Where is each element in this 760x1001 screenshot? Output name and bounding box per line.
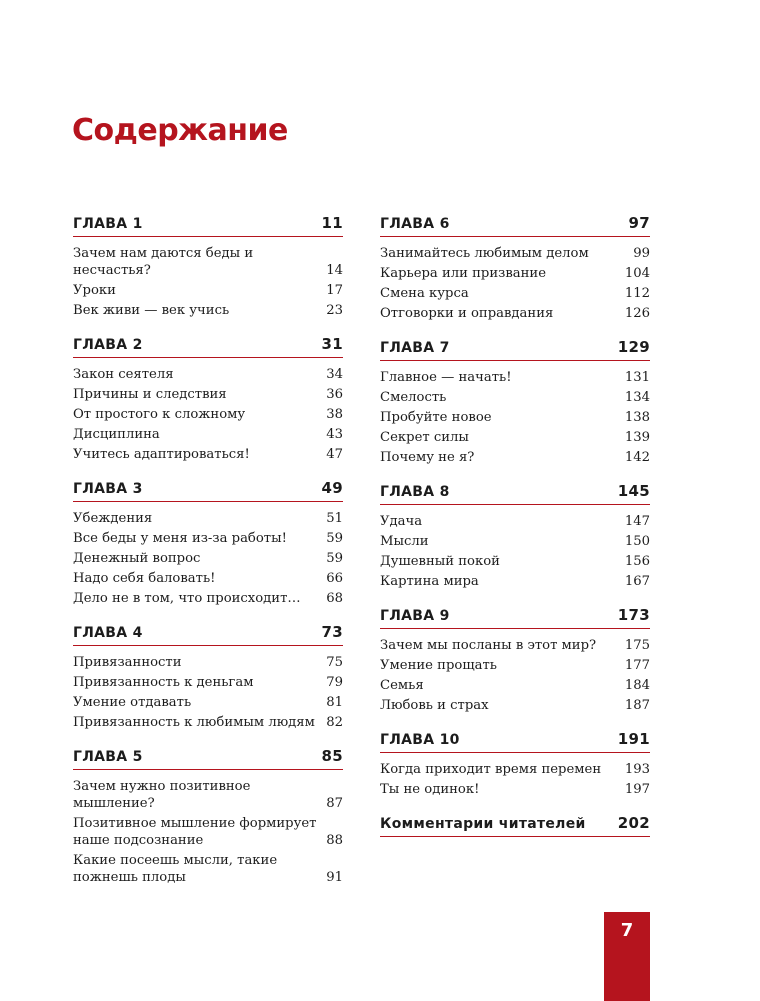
chapter-page: 173	[617, 606, 650, 624]
toc-entry[interactable]	[73, 590, 343, 607]
entry-title: Привязанности	[73, 655, 182, 670]
toc-chapter	[73, 747, 343, 886]
chapter-heading[interactable]	[380, 814, 650, 837]
toc-entry[interactable]	[380, 657, 650, 674]
entry-title: Привязанность к любимым людям	[73, 715, 315, 730]
chapter-heading[interactable]	[380, 606, 650, 629]
entry-page: 150	[624, 534, 650, 549]
toc-entry[interactable]	[73, 426, 343, 443]
entry-title: Денежный вопрос	[73, 551, 201, 566]
entry-title: Все беды у меня из-за работы!	[73, 531, 287, 546]
entry-title: Закон сеятеля	[73, 367, 174, 382]
toc-entry[interactable]	[380, 265, 650, 282]
entry-page: 87	[326, 796, 343, 811]
page-title: Содержание	[72, 113, 288, 148]
chapter-label: Комментарии читателей	[380, 816, 586, 832]
entry-title: Отговорки и оправдания	[380, 306, 554, 321]
toc-entry[interactable]	[380, 533, 650, 550]
chapter-page: 73	[321, 623, 343, 641]
toc-entry[interactable]	[380, 245, 650, 262]
toc-entry[interactable]	[73, 714, 343, 731]
chapter-label: ГЛАВА 7	[380, 340, 450, 356]
entry-page: 75	[326, 655, 343, 670]
entry-page: 82	[326, 715, 343, 730]
entry-title: Зачем нужно позитивное мышление?	[73, 779, 251, 811]
chapter-label: ГЛАВА 10	[380, 732, 460, 748]
chapter-heading[interactable]	[73, 479, 343, 502]
toc-entry[interactable]	[380, 305, 650, 322]
entry-title: Век живи — век учись	[73, 303, 230, 318]
chapter-page: 191	[617, 730, 650, 748]
chapter-label: ГЛАВА 3	[73, 481, 143, 497]
entry-page: 17	[326, 283, 343, 298]
entry-title: Семья	[380, 678, 424, 693]
toc-entry[interactable]	[73, 815, 343, 849]
toc-entry[interactable]	[380, 697, 650, 714]
entry-title: Зачем мы посланы в этот мир?	[380, 638, 597, 653]
entry-title: Дело не в том, что происходит…	[73, 591, 301, 606]
entry-title: Зачем нам даются беды и несчастья?	[73, 246, 254, 278]
toc-entry[interactable]	[73, 282, 343, 299]
entry-page: 43	[326, 427, 343, 442]
entry-title: Умение прощать	[380, 658, 497, 673]
toc-entry[interactable]	[73, 674, 343, 691]
entry-title: Секрет силы	[380, 430, 469, 445]
toc-entry[interactable]	[73, 245, 343, 279]
entry-page: 138	[624, 410, 650, 425]
entry-page: 47	[326, 447, 343, 462]
toc-chapter	[380, 730, 650, 798]
chapter-heading[interactable]	[73, 214, 343, 237]
toc-entry[interactable]	[73, 654, 343, 671]
entry-title: Ты не одинок!	[380, 782, 480, 797]
toc-chapter	[380, 814, 650, 837]
toc-chapter	[73, 335, 343, 463]
entry-page: 51	[326, 511, 343, 526]
toc-entry[interactable]	[73, 530, 343, 547]
toc-entry[interactable]	[380, 761, 650, 778]
toc-entry[interactable]	[73, 852, 343, 886]
toc-entry[interactable]	[73, 778, 343, 812]
entry-title: От простого к сложному	[73, 407, 246, 422]
entry-page: 99	[633, 246, 650, 261]
toc-entry[interactable]	[380, 781, 650, 798]
toc-entry[interactable]	[73, 570, 343, 587]
chapter-label: ГЛАВА 9	[380, 608, 450, 624]
toc-entry[interactable]	[73, 406, 343, 423]
entry-page: 36	[326, 387, 343, 402]
chapter-label: ГЛАВА 1	[73, 216, 143, 232]
entry-page: 142	[624, 450, 650, 465]
chapter-page: 129	[617, 338, 650, 356]
toc-entry[interactable]	[380, 553, 650, 570]
chapter-label: ГЛАВА 2	[73, 337, 143, 353]
chapter-page: 31	[321, 335, 343, 353]
entry-title: Мысли	[380, 534, 429, 549]
entry-title: Привязанность к деньгам	[73, 675, 254, 690]
entry-title: Умение отдавать	[73, 695, 192, 710]
toc-chapter	[380, 482, 650, 590]
toc-right-column	[380, 214, 650, 853]
entry-page: 91	[326, 870, 343, 885]
entry-title: Смена курса	[380, 286, 469, 301]
entry-title: Когда приходит время перемен	[380, 762, 602, 777]
chapter-heading[interactable]	[73, 335, 343, 358]
page-number: 7	[620, 920, 634, 941]
chapter-page: 97	[628, 214, 650, 232]
entry-page: 38	[326, 407, 343, 422]
entry-page: 175	[624, 638, 650, 653]
chapter-page: 85	[321, 747, 343, 765]
entry-page: 131	[624, 370, 650, 385]
entry-title: Причины и следствия	[73, 387, 227, 402]
toc-entry[interactable]	[73, 386, 343, 403]
toc-entry[interactable]	[73, 550, 343, 567]
entry-page: 139	[624, 430, 650, 445]
toc-entry[interactable]	[380, 285, 650, 302]
entry-page: 79	[326, 675, 343, 690]
entry-page: 187	[624, 698, 650, 713]
entry-page: 34	[326, 367, 343, 382]
chapter-label: ГЛАВА 8	[380, 484, 450, 500]
entry-page: 59	[326, 531, 343, 546]
entry-page: 156	[624, 554, 650, 569]
entry-page: 134	[624, 390, 650, 405]
entry-page: 147	[624, 514, 650, 529]
chapter-page: 11	[321, 214, 343, 232]
toc-chapter	[380, 214, 650, 322]
entry-title: Карьера или призвание	[380, 266, 547, 281]
entry-page: 126	[624, 306, 650, 321]
entry-title: Любовь и страх	[380, 698, 489, 713]
chapter-label: ГЛАВА 4	[73, 625, 143, 641]
entry-page: 112	[624, 286, 650, 301]
entry-title: Почему не я?	[380, 450, 475, 465]
toc-entry[interactable]	[380, 389, 650, 406]
entry-page: 184	[624, 678, 650, 693]
toc-entry[interactable]	[380, 369, 650, 386]
entry-page: 167	[624, 574, 650, 589]
chapter-page: 202	[617, 814, 650, 832]
entry-title: Удача	[380, 514, 423, 529]
toc-chapter	[380, 606, 650, 714]
chapter-heading[interactable]	[380, 730, 650, 753]
chapter-page: 49	[321, 479, 343, 497]
chapter-heading[interactable]	[380, 214, 650, 237]
toc-entry[interactable]	[380, 409, 650, 426]
entry-page: 177	[624, 658, 650, 673]
entry-title: Занимайтесь любимым делом	[380, 246, 589, 261]
toc-chapter	[73, 479, 343, 607]
chapter-heading[interactable]	[73, 747, 343, 770]
entry-title: Картина мира	[380, 574, 479, 589]
toc-entry[interactable]	[73, 302, 343, 319]
entry-title: Надо себя баловать!	[73, 571, 216, 586]
entry-page: 23	[326, 303, 343, 318]
chapter-page: 145	[617, 482, 650, 500]
entry-title: Уроки	[73, 283, 116, 298]
entry-title: Позитивное мышление формирует наше подсознание	[73, 816, 317, 848]
page-number-tab	[604, 912, 650, 1001]
toc-entry[interactable]	[380, 449, 650, 466]
toc-entry[interactable]	[73, 366, 343, 383]
entry-title: Какие посеешь мысли, такие пожнешь плоды	[73, 853, 278, 885]
toc-entry[interactable]	[380, 573, 650, 590]
entry-title: Смелость	[380, 390, 447, 405]
chapter-heading[interactable]	[73, 623, 343, 646]
entry-page: 66	[326, 571, 343, 586]
toc-chapter	[380, 338, 650, 466]
entry-page: 14	[326, 263, 343, 278]
toc-entry[interactable]	[380, 513, 650, 530]
toc-chapter	[73, 214, 343, 319]
chapter-label: ГЛАВА 6	[380, 216, 450, 232]
toc-entry[interactable]	[73, 446, 343, 463]
entry-page: 68	[326, 591, 343, 606]
toc-entry[interactable]	[380, 677, 650, 694]
entry-title: Главное — начать!	[380, 370, 512, 385]
entry-page: 193	[624, 762, 650, 777]
entry-page: 88	[326, 833, 343, 848]
entry-page: 81	[326, 695, 343, 710]
entry-page: 104	[624, 266, 650, 281]
entry-page: 197	[624, 782, 650, 797]
entry-page: 59	[326, 551, 343, 566]
toc-entry[interactable]	[73, 510, 343, 527]
entry-title: Учитесь адаптироваться!	[73, 447, 250, 462]
toc-entry[interactable]	[73, 694, 343, 711]
toc-entry[interactable]	[380, 637, 650, 654]
chapter-heading[interactable]	[380, 482, 650, 505]
entry-title: Душевный покой	[380, 554, 500, 569]
chapter-label: ГЛАВА 5	[73, 749, 143, 765]
entry-title: Дисциплина	[73, 427, 160, 442]
toc-left-column	[73, 214, 343, 902]
toc-entry[interactable]	[380, 429, 650, 446]
toc-chapter	[73, 623, 343, 731]
chapter-heading[interactable]	[380, 338, 650, 361]
entry-title: Убеждения	[73, 511, 153, 526]
entry-title: Пробуйте новое	[380, 410, 492, 425]
